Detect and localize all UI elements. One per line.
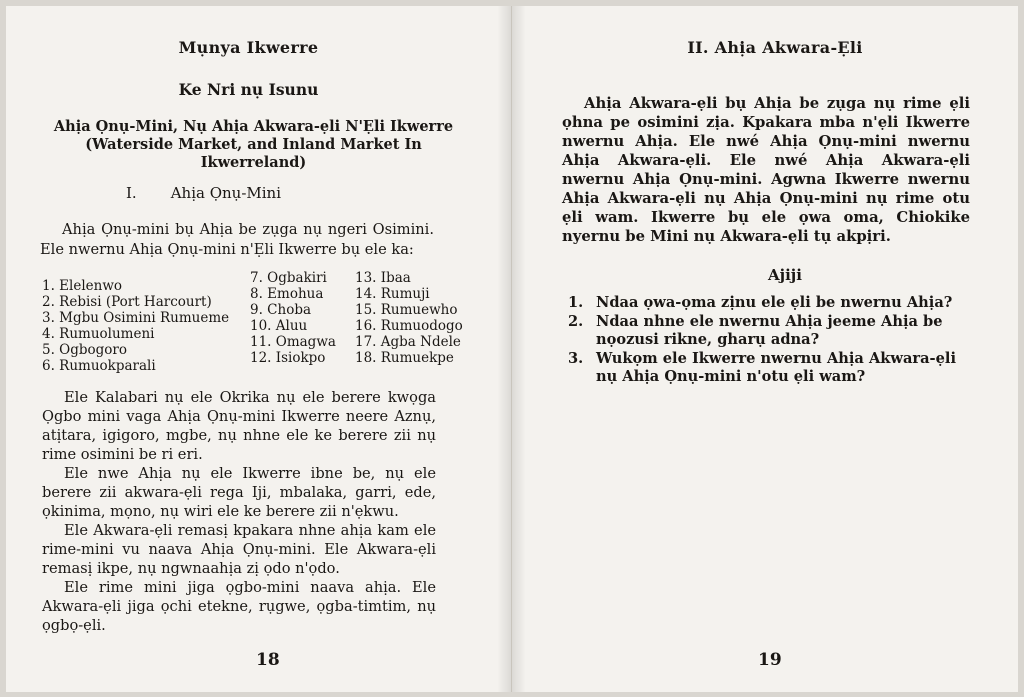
book-spread bbox=[6, 6, 1018, 692]
left-page bbox=[6, 6, 512, 692]
questions-list bbox=[568, 294, 968, 387]
markets-list-col3 bbox=[355, 270, 463, 366]
list-item: 13. Ibaa bbox=[355, 270, 411, 286]
subheading bbox=[36, 118, 471, 172]
body-paragraph: Ahịa Akwara-ẹli bụ Ahịa be zụga nụ rime ẹli ọhna pe osimini zịa. Kpakara mba n'ẹli Ikwerre nwernu Ahịa. Ele nwé Ahịa Ọnụ-mini nwernu Ahịa Akwara-ẹli. Ele nwé Ahịa Akwara-ẹli nwernu Ahịa Ọnụ-mini. Agwna Ikwerre nwernu Ahịa Akwara-ẹli nụ Ahịa Ọnụ-mini nụ rime otu ẹli wam. Ikwerre bụ ele ọwa oma, Chiokike nyernu be Mini nụ Akwara-ẹli tụ akpịri. bbox=[562, 95, 970, 245]
intro-text: Ahịa Ọnụ-mini bụ Ahịa be zụga nụ ngeri Osimini. Ele nwernu Ahịa Ọnụ-mini n'Ẹli Ikwerre bụ ele ka: bbox=[40, 221, 434, 258]
list-item: 9. Choba bbox=[250, 302, 312, 318]
gutter-shadow bbox=[512, 6, 526, 692]
right-page bbox=[512, 6, 1018, 692]
body-paragraph: Ele nwe Ahịa nụ ele Ikwerre ibne be, nụ ele berere zii akwara-ẹli rega Iji, mbalaka, garri, ede, ọkinima, mọno, nụ wiri ele ke berere zii n'ẹkwu. bbox=[42, 465, 436, 520]
list-item: 6. Rumuokparali bbox=[42, 358, 156, 374]
list-item: 4. Rumuolumeni bbox=[42, 326, 155, 342]
markets-list-col2 bbox=[250, 270, 336, 366]
list-item: 7. Ogbakiri bbox=[250, 270, 327, 286]
list-item: 12. Isiokpo bbox=[250, 350, 326, 366]
gutter-shadow bbox=[497, 6, 511, 692]
list-item: 10. Aluu bbox=[250, 318, 308, 334]
section-title-one bbox=[126, 184, 281, 202]
question-number: 1. bbox=[568, 294, 584, 311]
question-item bbox=[568, 294, 968, 313]
body-paragraph: Ele Akwara-ẹli remasị kpakara nhne ahịa kam ele rime-mini vu naava Ahịa Ọnụ-mini. Ele Akwara-ẹli remasị ikpe, nụ ngwnaahịa zị ọdo n'ọdo. bbox=[42, 522, 436, 577]
list-item: 14. Rumuji bbox=[355, 286, 430, 302]
subheading-line: Ahịa Ọnụ-Mini, Nụ Ahịa Akwara-ẹli N'Ẹli Ikwerre bbox=[53, 118, 454, 135]
intro-paragraph bbox=[40, 220, 434, 260]
section-number: I. bbox=[126, 184, 137, 202]
question-item bbox=[568, 313, 968, 350]
list-item: 18. Rumuekpe bbox=[355, 350, 454, 366]
subheading-line: (Waterside Market, and Inland Market In bbox=[85, 136, 422, 153]
markets-list-col1 bbox=[42, 278, 229, 374]
subheading-line: Ikwerreland) bbox=[200, 154, 307, 171]
body-paragraph: Ele rime mini jiga ọgbo-mini naava ahịa. Ele Akwara-ẹli jiga ọchi etekne, rụgwe, ọgba-timtim, nụ ọgbọ-ẹli. bbox=[42, 579, 436, 634]
list-item: 17. Agba Ndele bbox=[355, 334, 461, 350]
question-number: 3. bbox=[568, 349, 584, 367]
body-paragraph: Ele Kalabari nụ ele Okrika nụ ele berere kwọga Ọgbo mini vaga Ahịa Ọnụ-mini Ikwerre neere Aznụ, atịtara, igigoro, mgbe, nụ nhne ele ke berere zii nụ rime osimini be ri eri. bbox=[42, 389, 436, 463]
running-head-right: II. Ahịa Akwara-Ẹli bbox=[687, 38, 863, 57]
question-text: Ndaa ọwa-ọma zịnu ele ẹli be nwernu Ahịa? bbox=[596, 294, 953, 311]
question-number: 2. bbox=[568, 312, 584, 330]
page-number-left: 18 bbox=[256, 650, 280, 670]
list-item: 11. Omagwa bbox=[250, 334, 336, 350]
list-item: 15. Rumuewho bbox=[355, 302, 458, 318]
list-item: 16. Rumuodogo bbox=[355, 318, 463, 334]
running-head-left: Mụnya Ikwerre bbox=[178, 38, 319, 57]
question-item bbox=[568, 350, 968, 387]
list-item: 3. Mgbu Osimini Rumueme bbox=[42, 310, 230, 326]
body-text-right bbox=[562, 94, 970, 246]
list-item: 2. Rebisi (Port Harcourt) bbox=[42, 294, 212, 310]
list-item: 1. Elelenwo bbox=[42, 278, 123, 294]
question-text: Wukọm ele Ikwerre nwernu Ahịa Akwara-ẹli nụ Ahịa Ọnụ-mini n'otu ẹli wam? bbox=[596, 349, 956, 385]
question-text: Ndaa nhne ele nwernu Ahịa jeeme Ahịa be nọozusi rikne, gharụ adna? bbox=[596, 312, 943, 348]
chapter-heading: Ke Nri nụ Isunu bbox=[178, 80, 319, 99]
list-item: 8. Emohua bbox=[250, 286, 324, 302]
body-text-left bbox=[42, 388, 436, 635]
list-item: 5. Ogbogoro bbox=[42, 342, 128, 358]
questions-title: Ajiji bbox=[768, 266, 802, 284]
page-number-right: 19 bbox=[758, 650, 782, 670]
section-title-text: Ahịa Ọnụ-Mini bbox=[170, 184, 282, 202]
